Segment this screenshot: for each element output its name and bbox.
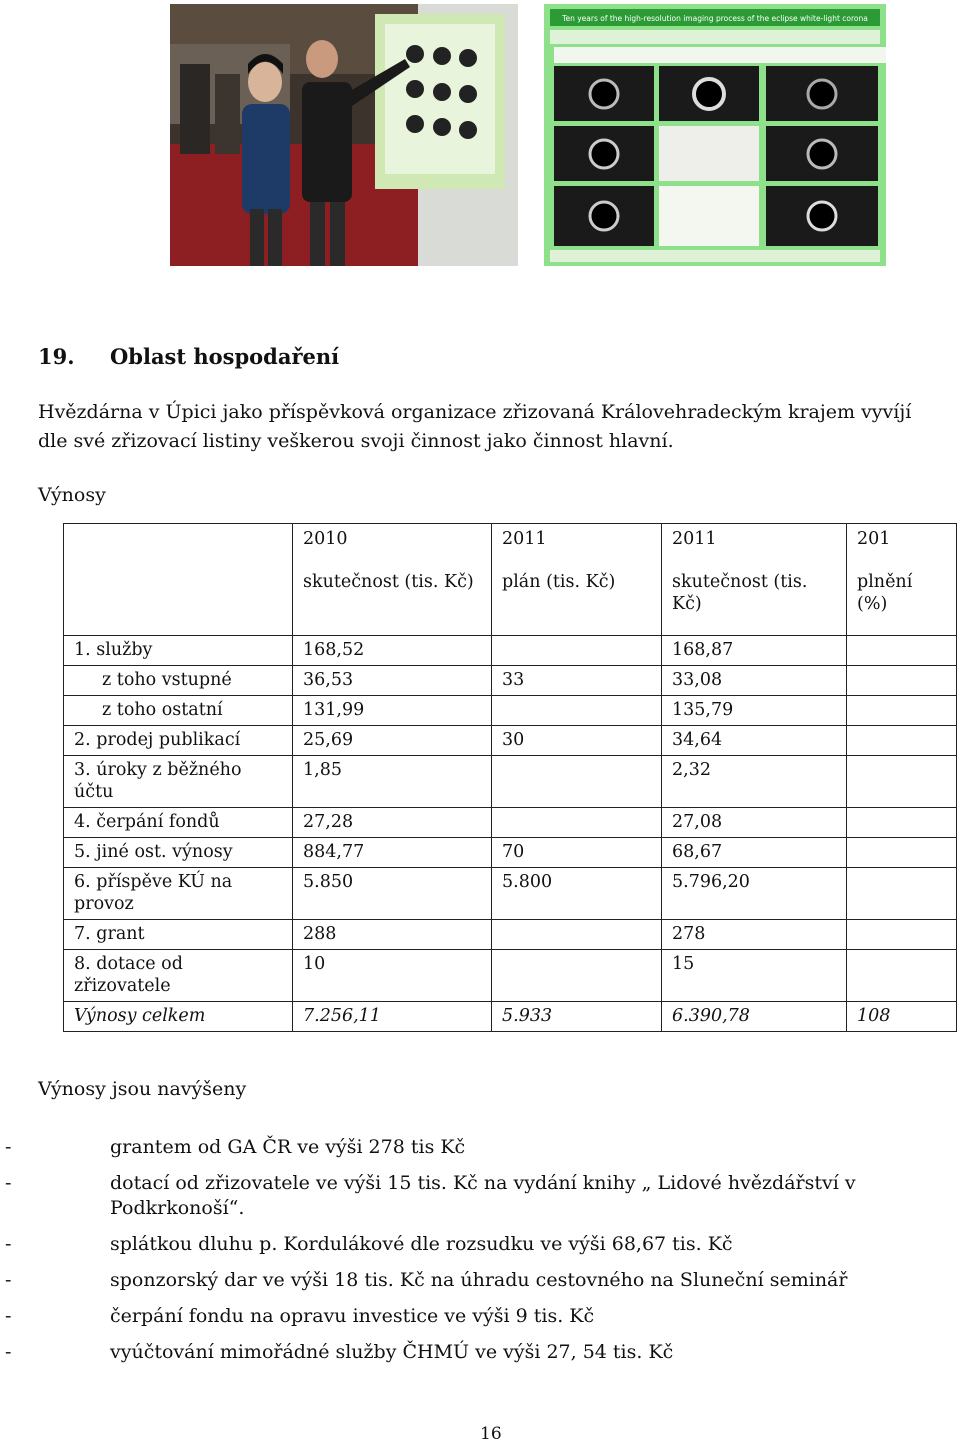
- value-cell: [492, 756, 662, 808]
- table-header-years: [64, 524, 957, 568]
- value-cell: [847, 950, 957, 1002]
- value-cell: 33: [492, 666, 662, 696]
- total-value: 6.390,78: [662, 1002, 847, 1032]
- list-item-text: grantem od GA ČR ve výši 278 tis Kč: [110, 1136, 466, 1158]
- value-cell: 278: [662, 920, 847, 950]
- list-dash: -: [5, 1305, 12, 1327]
- list-dash: -: [5, 1172, 12, 1194]
- total-value: 5.933: [492, 1002, 662, 1032]
- list-item: [0, 1268, 900, 1293]
- header-cell: 2010: [293, 524, 492, 568]
- value-cell: 5.796,20: [662, 868, 847, 920]
- header-cell: plán (tis. Kč): [492, 568, 662, 636]
- value-cell: 27,28: [293, 808, 492, 838]
- list-dash: -: [5, 1341, 12, 1363]
- row-label: 8. dotace od zřizovatele: [64, 950, 293, 1002]
- table-row: [64, 868, 957, 920]
- poster-title: Ten years of the high-resolution imaging process of the eclipse white-light corona: [562, 14, 868, 23]
- value-cell: 68,67: [662, 838, 847, 868]
- value-cell: 168,87: [662, 636, 847, 666]
- section-heading: [38, 344, 339, 369]
- list-dash: -: [5, 1233, 12, 1255]
- row-label: 1. služby: [64, 636, 293, 666]
- header-cell: 2011: [662, 524, 847, 568]
- value-cell: 884,77: [293, 838, 492, 868]
- value-cell: [847, 868, 957, 920]
- poster-session-illustration: [170, 4, 518, 266]
- table-row: [64, 636, 957, 666]
- value-cell: 30: [492, 726, 662, 756]
- list-dash: -: [5, 1269, 12, 1291]
- list-item-text: čerpání fondu na opravu investice ve výši 9 tis. Kč: [110, 1305, 595, 1327]
- list-item-text: vyúčtování mimořádné služby ČHMÚ ve výši 27, 54 tis. Kč: [110, 1341, 674, 1363]
- row-label: 7. grant: [64, 920, 293, 950]
- table-row: [64, 920, 957, 950]
- value-cell: 288: [293, 920, 492, 950]
- list-item-text: dotací od zřizovatele ve výši 15 tis. Kč na vydání knihy „ Lidové hvězdářství v Podkrkonoší“.: [110, 1172, 856, 1219]
- value-cell: 25,69: [293, 726, 492, 756]
- increase-list: [0, 1135, 900, 1376]
- header-cell: 2011: [492, 524, 662, 568]
- value-cell: [492, 636, 662, 666]
- value-cell: [847, 756, 957, 808]
- revenue-label: Výnosy: [38, 484, 106, 506]
- table-row: [64, 808, 957, 838]
- table-row: [64, 666, 957, 696]
- value-cell: 33,08: [662, 666, 847, 696]
- header-cell: skutečnost (tis. Kč): [662, 568, 847, 636]
- total-value: 7.256,11: [293, 1002, 492, 1032]
- section-number: 19.: [38, 344, 75, 369]
- value-cell: [847, 920, 957, 950]
- value-cell: 15: [662, 950, 847, 1002]
- value-cell: [492, 696, 662, 726]
- increase-heading: Výnosy jsou navýšeny: [38, 1078, 247, 1100]
- table-row: [64, 696, 957, 726]
- value-cell: [847, 666, 957, 696]
- value-cell: 131,99: [293, 696, 492, 726]
- table-total-row: [64, 1002, 957, 1032]
- value-cell: 70: [492, 838, 662, 868]
- list-item: [0, 1340, 900, 1365]
- value-cell: 10: [293, 950, 492, 1002]
- row-label: 4. čerpání fondů: [64, 808, 293, 838]
- table-row: [64, 726, 957, 756]
- value-cell: [492, 950, 662, 1002]
- header-cell: skutečnost (tis. Kč): [293, 568, 492, 636]
- list-item: [0, 1232, 900, 1257]
- header-cell: 201: [847, 524, 957, 568]
- list-item: [0, 1135, 900, 1160]
- value-cell: 2,32: [662, 756, 847, 808]
- row-label: 3. úroky z běžného účtu: [64, 756, 293, 808]
- list-dash: -: [5, 1136, 12, 1158]
- value-cell: 34,64: [662, 726, 847, 756]
- value-cell: [492, 920, 662, 950]
- section-title: Oblast hospodaření: [110, 344, 340, 369]
- table-header-labels: [64, 568, 957, 636]
- value-cell: 5.850: [293, 868, 492, 920]
- value-cell: [492, 808, 662, 838]
- list-item-text: splátkou dluhu p. Kordulákové dle rozsudku ve výši 68,67 tis. Kč: [110, 1233, 733, 1255]
- row-label: z toho ostatní: [64, 696, 293, 726]
- total-label: Výnosy celkem: [64, 1002, 293, 1032]
- poster-session-photo: [170, 4, 518, 266]
- header-cell: plnění (%): [847, 568, 957, 636]
- value-cell: [847, 636, 957, 666]
- value-cell: [847, 726, 957, 756]
- page-number: 16: [480, 1424, 502, 1444]
- table-row: [64, 950, 957, 1002]
- row-label: 6. příspěve KÚ na provoz: [64, 868, 293, 920]
- value-cell: [847, 696, 957, 726]
- value-cell: [847, 838, 957, 868]
- intro-paragraph: Hvězdárna v Úpici jako příspěvková organizace zřizovaná Královehradeckým krajem vyvíjí dle své zřizovací listiny veškerou svoji činnost jako činnost hlavní.: [38, 401, 912, 452]
- eclipse-poster-illustration: [544, 4, 886, 266]
- list-item: [0, 1304, 900, 1329]
- value-cell: 27,08: [662, 808, 847, 838]
- header-cell: [64, 524, 293, 568]
- total-value: 108: [847, 1002, 957, 1032]
- row-label: 2. prodej publikací: [64, 726, 293, 756]
- value-cell: [847, 808, 957, 838]
- value-cell: 135,79: [662, 696, 847, 726]
- header-cell: [64, 568, 293, 636]
- table-row: [64, 838, 957, 868]
- eclipse-poster-image: [544, 4, 886, 266]
- value-cell: 5.800: [492, 868, 662, 920]
- revenue-table: [63, 523, 957, 1032]
- row-label: z toho vstupné: [64, 666, 293, 696]
- list-item-text: sponzorský dar ve výši 18 tis. Kč na úhradu cestovného na Sluneční seminář: [110, 1269, 848, 1291]
- row-label: 5. jiné ost. výnosy: [64, 838, 293, 868]
- value-cell: 168,52: [293, 636, 492, 666]
- table-row: [64, 756, 957, 808]
- list-item: [0, 1171, 900, 1221]
- value-cell: 36,53: [293, 666, 492, 696]
- value-cell: 1,85: [293, 756, 492, 808]
